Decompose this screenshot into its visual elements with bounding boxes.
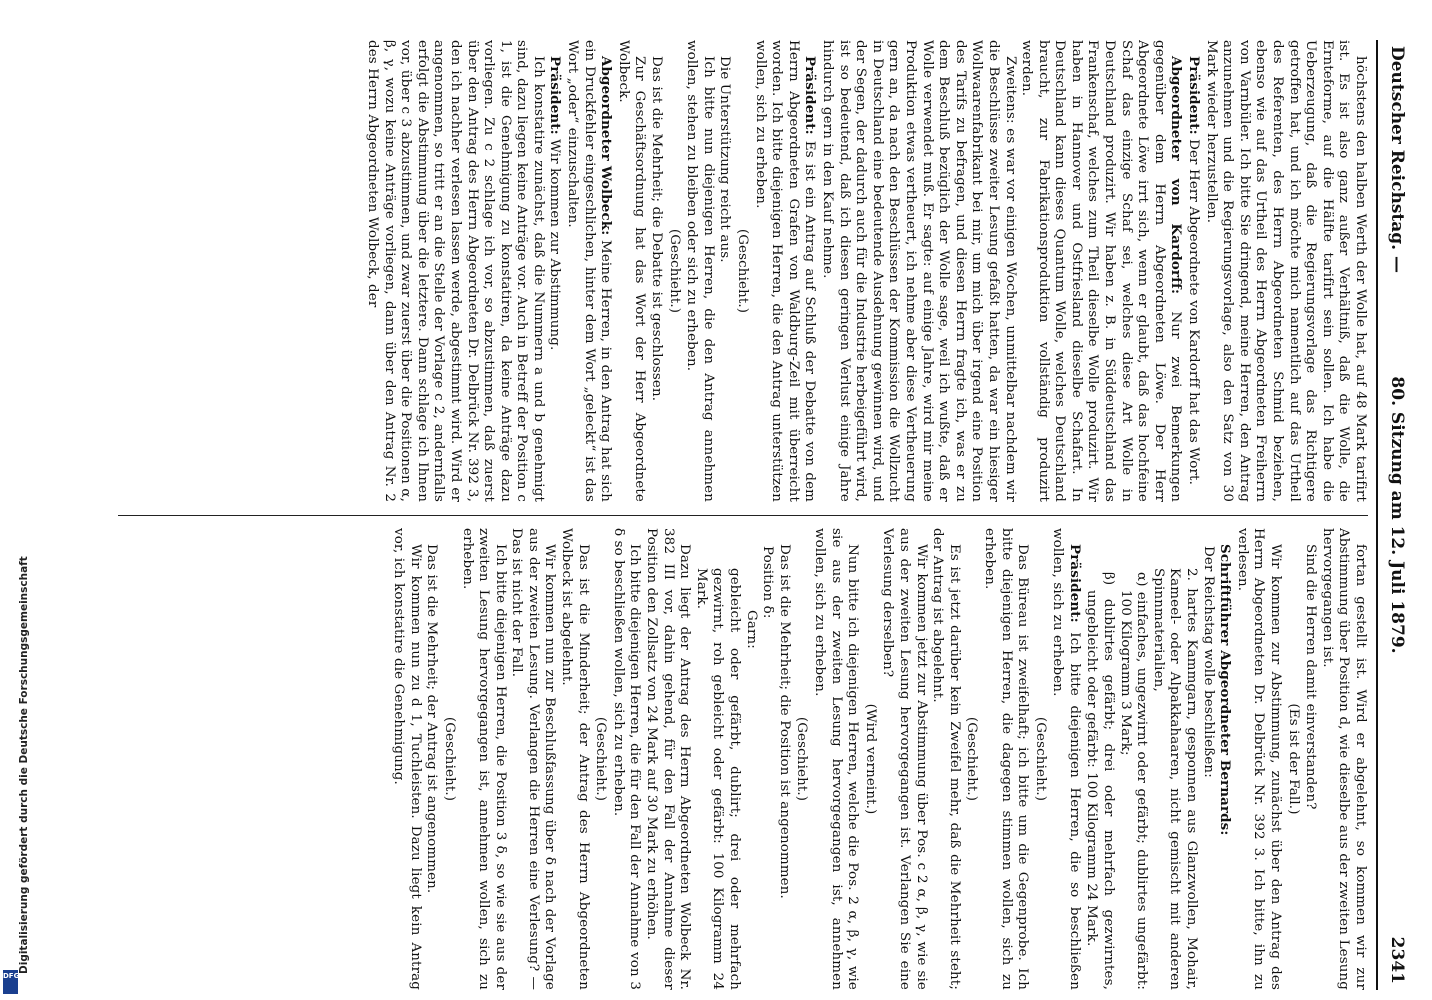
paragraph — [692, 568, 742, 990]
paragraph-text: Garn: — [743, 610, 759, 649]
paragraph-text: Das ist die Mehrheit; die Position ist angenommen. — [776, 544, 792, 899]
stage-direction — [665, 40, 682, 502]
paragraph-text: β) dublirtes gefärbt; drei oder mehrfach gezwirntes, ungebleicht oder gefärbt: 100 Kilogramm 24 Mark. — [1084, 572, 1117, 990]
paragraph — [1184, 40, 1202, 502]
paragraph-text: gebleicht oder gefärbt, dublirt; drei oder mehrfach gezwirnt, roh gebleicht oder gefärbt: 100 Kilogramm 24 Mark. — [693, 568, 743, 990]
paragraph — [546, 40, 564, 502]
paragraph — [390, 528, 423, 990]
speaker-name: Abgeordneter von Kardorff: — [1168, 56, 1185, 295]
paragraph-text: (Es ist der Fall.) — [1285, 703, 1301, 815]
paragraph-text: Ich bitte diejenigen Herren, die so beschließen wollen, sich zu erheben. — [1050, 528, 1082, 990]
paragraph-text: (Geschieht.) — [1032, 716, 1048, 802]
right-column — [98, 528, 1368, 990]
paragraph-text: Wir kommen zur Abstimmung. — [547, 134, 563, 351]
left-column — [98, 40, 1368, 502]
paragraph-text: höchstens den halben Werth der Wolle hat, auf 48 Mark tarifirt ist. Es ist also ganz außer Verhältniß, daß die Wolle, die Ernteforme, auf die Hälfte tarifirt sein sollen. Ich habe die Ueberzeugung, daß die Regierungsvorlage das Richtigere getroffen hat, und ich möchte mich namentlich auf das Urtheil des Referenten, des Herrn Abgeordneten Schmid beziehen, ebenso wie auf das Urtheil des Herrn Abgeordneten Freiherrn von Varnbüler. Ich bitte Sie dringend, meine Herren, den Antrag anzunehmen und die Regierungsvorlage, also den Satz von 30 Mark wieder herzustellen. — [1203, 40, 1368, 502]
paragraph — [647, 40, 664, 502]
page-header — [1376, 40, 1412, 990]
stage-direction — [592, 528, 609, 990]
paragraph — [614, 40, 647, 502]
paragraph-text: Ich konstatire zunächst, daß die Nummern a und b genehmigt sind, dazu liegen keine Anträge vor. Auch in Betreff der Position c 1, ist die Genehmigung zu konstatiren, da keine Anträge dazu vorliegen. Zu c 2 schlage ich vor, so abzustimmen, daß zuerst über den Antrag des Herrn Abgeordneten Dr. Delbrück Nr. 392 3, den ich nachher verlesen lassen werde, abgestimmt wird. Wird er angenommen, so tritt er an die Stelle der Vorlage c 2, andernfalls erfolgt die Abstimmung über die letztere. Dann schlage ich Ihnen vor, über c 3 abzustimmen, und zwar zuerst über die Positionen α, β, γ, wozu keine Anträge vorliegen, dann über den Antrag Nr. 2 des Herrn Abgeordneten Wolbeck, der — [364, 40, 546, 502]
speaker-name: Präsident: — [1186, 56, 1203, 135]
paragraph-text: Die Unterstützung reicht aus. — [717, 56, 733, 263]
paragraph-text: Ich bitte nun diejenigen Herren, die den Antrag annehmen wollen, stehen zu bleiben oder sich zu erheben. — [684, 40, 716, 502]
paragraph-text: Wir kommen zur Abstimmung, zunächst über den Antrag des Herrn Abgeordneten Dr. Delbrück Nr. 392 3. Ich bitte, ihn zu verlesen. — [1234, 528, 1284, 990]
stage-direction — [963, 528, 980, 990]
paragraph — [810, 528, 860, 990]
paragraph-text: Meine Herren, in den Antrag hat sich ein Druckfehler eingeschlichen, hinter dem Wort „geleckt“ ist das Wort „oder“ einzuschalten. — [565, 40, 614, 502]
paragraph — [759, 546, 776, 990]
stage-direction — [1284, 528, 1301, 990]
paragraph — [751, 40, 818, 502]
paragraph-text: Wir kommen nun zur Beschlußfassung über δ nach der Vorlage aus der zweiten Lesung. Verlangen die Herren eine Verlesung? — Das ist nicht der Fall. — [509, 528, 558, 990]
paragraph — [363, 40, 546, 502]
paragraph — [1083, 572, 1117, 990]
paragraph-text: Wir kommen jetzt zur Abstimmung über Pos. c 2 α, β, γ, wie sie aus der zweiten Lesung hervorgegangen ist. Verlangen Sie eine Verlesung derselben? — [880, 528, 929, 990]
paragraph-text: Es ist jetzt darüber kein Zweifel mehr, daß die Mehrheit steht; der Antrag ist abgelehnt. — [930, 528, 962, 990]
stage-direction — [440, 528, 457, 990]
paragraph — [929, 528, 962, 990]
paragraph-text: Nur zwei Bemerkungen gegenüber dem Herrn Abgeordneten Löwe. Der Herr Abgeordnete Löwe irrt sich, wenn er glaubt, daß das hochfeine Schaf das einzige Schaf sei, welches diese Art Wolle in Deutschland produzirt. Wir haben z. B. in Süddeutschland das Frankenschaf, welches zum Theil dieselbe Wolle produzirt. Wir haben in Hannover und Ostfriesland dieselbe Schafart. In Deutschland kann dieses Quantum Wolle, welches Deutschland braucht, zur Fabrikationsproduktion vollständig produzirt werden. — [1019, 40, 1184, 502]
paragraph — [1216, 528, 1234, 990]
stage-direction — [793, 528, 810, 990]
paragraph — [1302, 528, 1319, 990]
paragraph — [1318, 528, 1368, 990]
paragraph — [775, 528, 792, 990]
stage-direction — [1031, 528, 1048, 990]
paragraph — [642, 528, 692, 990]
paragraph — [1233, 528, 1283, 990]
header-session: 80. Sitzung am 12. Juli 1879. — [1387, 376, 1407, 654]
paragraph — [683, 40, 716, 502]
paragraph-text: Zweitens: es war vor einigen Wochen, unmittelbar nachdem wir die Beschlüsse zweiter Lesung gefaßt hatten, da war ein hiesiger Wollwaarenfabrikant bei mir, um mich über irgend eine Position des Tarifs zu befragen, und diesen Herrn fragte ich, was er zu dem Beschluß bezüglich der Wolle sage, weil ich wußte, daß er Wolle verwendet muß. Er sagte: auf einige Jahre, wird mir meine Produktion etwas vertheuert, ich nehme aber diese Vertheuerung gern an, da nach den Beschlüssen der Kommission die Wollzucht in Deutschland eine bedeutende Ausdehnung gewinnen wird, und der Segen, der dadurch auch für die Industrie herbeigeführt wird, ist so bedeutend, daß ich diesen geringen Verlust einige Jahre hindurch gern in den Kauf nehme. — [820, 40, 1018, 502]
paragraph — [1018, 40, 1185, 502]
paragraph-text: (Geschieht.) — [964, 716, 980, 802]
speaker-name: Abgeordneter Wolbeck: — [598, 56, 615, 236]
paragraph — [458, 528, 508, 990]
paragraph — [1149, 568, 1199, 990]
paragraph-text: 2. hartes Kammgarn, gesponnen aus Glanzwollen, Mohair, Kameel- oder Alpakkahaaren, nicht gemischt mit anderen Spinnmaterialien, — [1150, 568, 1200, 990]
paragraph-text: (Wird verneint.) — [862, 703, 878, 815]
paragraph-text: Position δ: — [760, 546, 776, 619]
paragraph — [508, 528, 558, 990]
paragraph-text: Sind die Herren damit einverstanden? — [1303, 544, 1319, 810]
paragraph — [818, 40, 1017, 502]
paragraph-text: fortan gestellt ist. Wird er abgelehnt, so kommen wir zur Abstimmung über Position d, wie dieselbe aus der zweiten Lesung hervorgegangen ist. — [1319, 528, 1368, 990]
paragraph-text: Das ist die Mehrheit; die Debatte ist geschlossen. — [649, 56, 665, 402]
paragraph — [879, 528, 929, 990]
dfg-sidebar — [0, 0, 30, 1000]
paragraph-text: Es ist ein Antrag auf Schluß der Debatte von dem Herrn Abgeordneten Grafen von Waldburg-Zeil mit überreicht worden. Ich bitte diejenigen Herren, die den Antrag unterstützen wollen, sich zu erheben. — [752, 40, 818, 502]
stage-direction — [861, 528, 878, 990]
paragraph-text: Der Reichstag wolle beschließen: — [1200, 546, 1216, 778]
page-number: 2341 — [1387, 936, 1407, 984]
paragraph-text: Dazu liegt der Antrag des Herrn Abgeordneten Wolbeck Nr. 382 III vor, dahin gehend, für den Fall der Annahme dieser Position den Zollsatz von 24 Mark auf 30 Mark zu erhöhen. — [644, 528, 693, 990]
header-publication: Deutscher Reichstag. — — [1387, 46, 1407, 274]
paragraph — [423, 528, 440, 990]
funding-note: Digitalisierung gefördert durch die Deutsche Forschungsgemeinschaft — [18, 556, 30, 974]
paragraph-text: Zur Geschäftsordnung hat das Wort der Herr Abgeordnete Wolbeck. — [615, 40, 648, 502]
speaker-name: Schriftführer Abgeordneter Bernards: — [1217, 544, 1234, 836]
paragraph-text: Ich bitte diejenigen Herren, die Position 3 δ, so wie sie aus der zweiten Lesung hervorgegangen ist, annehmen wollen, sich zu erheben. — [459, 528, 508, 990]
paragraph-text: α) einfaches, ungezwirnt oder gefärbt; dublirtes ungefärbt: 100 Kilogramm 3 Mark; — [1117, 572, 1150, 990]
paragraph-text: (Geschieht.) — [666, 228, 682, 314]
paragraph-text: (Geschieht.) — [441, 716, 457, 802]
paragraph — [980, 528, 1030, 990]
paragraph — [609, 528, 642, 990]
paragraph-text: Das ist die Mehrheit; der Antrag ist angenommen. — [424, 544, 440, 894]
speaker-name: Präsident: — [1066, 544, 1083, 623]
paragraph-text: Nun bitte ich diejenigen Herren, welche die Pos. 2 α, β, γ, wie sie aus der zweiten Lesung hervorgegangen ist, annehmen wollen, sich zu erheben. — [812, 528, 861, 990]
paragraph-text: Ich bitte diejenigen Herren, die für den Fall der Annahme von 3 δ so beschließen wollen, sich zu erheben. — [610, 528, 643, 990]
paragraph-text: Das Büreau ist zweifelhaft; ich bitte um die Gegenprobe. Ich bitte diejenigen Herren, die dagegen stimmen wollen, sich zu erheben. — [981, 528, 1031, 990]
paragraph — [742, 610, 759, 990]
paragraph-text: (Geschieht.) — [593, 716, 609, 802]
paragraph — [716, 40, 733, 502]
paragraph — [1049, 528, 1083, 990]
paragraph-text: (Geschieht.) — [735, 228, 751, 314]
paragraph-text: Der Herr Abgeordnete von Kardorff hat das Wort. — [1186, 134, 1202, 485]
column-divider — [118, 515, 1368, 516]
paragraph-text: (Geschieht.) — [794, 716, 810, 802]
speaker-name: Präsident: — [547, 56, 564, 135]
paragraph — [558, 528, 591, 990]
paragraph-text: Das ist die Minderheit; der Antrag des Herrn Abgeordneten Wolbeck ist abgelehnt. — [559, 528, 591, 990]
speaker-name: Präsident: — [802, 56, 819, 135]
paragraph-text: Wir kommen nun zu d 1, Tuchleisten. Dazu liegt kein Antrag vor, ich konstatire die Genehmigung. — [391, 528, 423, 990]
paragraph — [1116, 572, 1150, 990]
paragraph — [1199, 546, 1216, 990]
paragraph — [564, 40, 615, 502]
newspaper-page — [92, 40, 1412, 990]
dfg-logo: DFG — [3, 970, 18, 994]
stage-direction — [733, 40, 750, 502]
paragraph — [1202, 40, 1368, 502]
